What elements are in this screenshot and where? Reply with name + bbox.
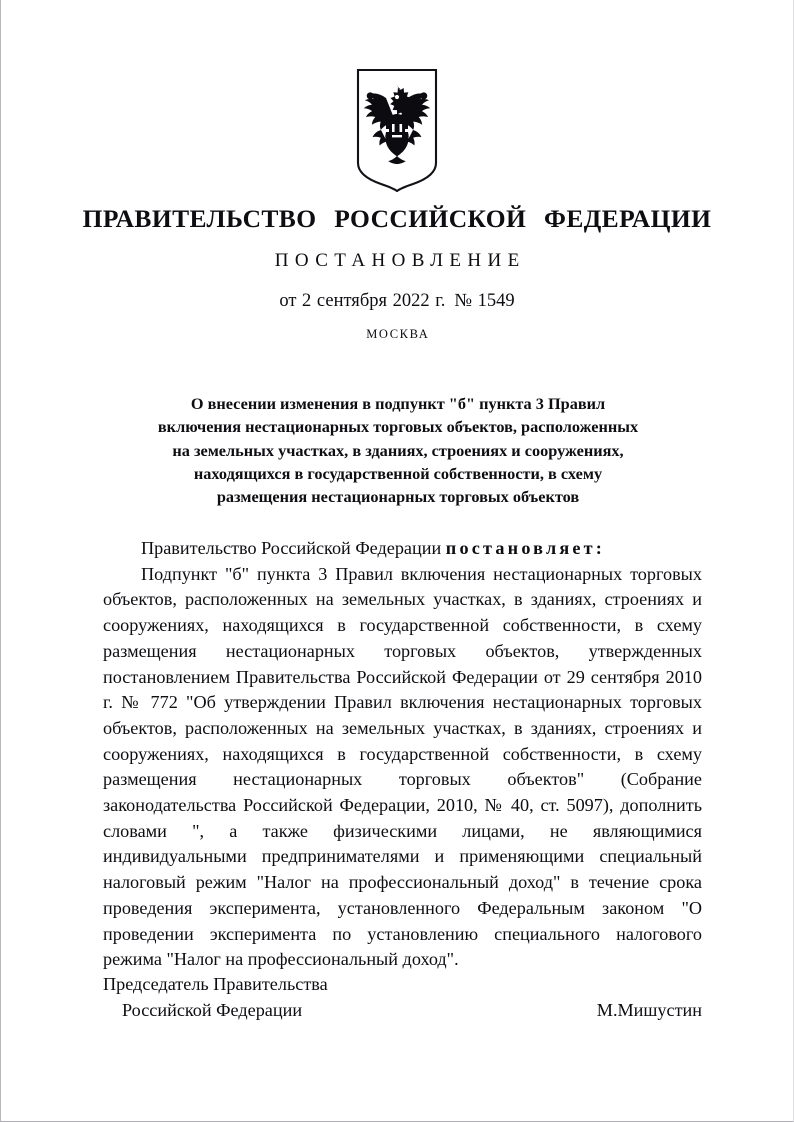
preamble-emphasis: постановляет: xyxy=(445,538,606,558)
signature-row xyxy=(103,998,702,1024)
subject-line: на земельных участках, в зданиях, строениях и сооружениях, xyxy=(172,440,624,460)
document-subject xyxy=(114,392,682,508)
subject-line: О внесении изменения в подпункт "б" пункта 3 Правил xyxy=(190,394,606,413)
page-title: ПРАВИТЕЛЬСТВО РОССИЙСКОЙ ФЕДЕРАЦИИ xyxy=(82,204,712,233)
preamble-text: Правительство Российской Федерации xyxy=(141,538,446,558)
signatory-name: М.Мишустин xyxy=(596,999,702,1020)
body-paragraph: Подпункт "б" пункта 3 Правил включения нестационарных торговых объектов, расположенных на земельных участках, в зданиях, строениях и сооружениях, находящихся в государственной собственности, в схему размещения нестационарных торговых объектов, утвержденных постановлением Правительства Российской Федерации от 29 сентября 2010 г. № 772 "Об утверждении Правил включения нестационарных торговых объектов, расположенных на земельных участках, в зданиях, строениях и сооружениях, находящихся в государственной собственности, в схему размещения нестационарных торговых объектов" (Собрание законодательства Российской Федерации, 2010, № 40, ст. 5097), дополнить словами ", а также физическими лицами, не являющимися индивидуальными предпринимателями и применяющими специальный налоговый режим "Налог на профессиональный доход" в течение срока проведения эксперимента, установленного Федеральным законом "О проведении эксперимента по установлению специального налогового режима "Налог на профессиональный доход". xyxy=(103,563,702,970)
document-date: от 2 сентября 2022 г. xyxy=(279,291,446,311)
signature-row xyxy=(103,972,702,998)
signatory-title-line-2: Российской Федерации xyxy=(122,999,303,1020)
document-body xyxy=(103,536,702,973)
russian-coat-of-arms-icon xyxy=(355,68,439,192)
preamble-paragraph xyxy=(103,536,702,562)
subject-line: включения нестационарных торговых объектов, расположенных xyxy=(157,417,639,437)
signature-block xyxy=(103,972,702,1023)
document-kind: ПОСТАНОВЛЕНИЕ xyxy=(274,250,526,271)
document-number: № 1549 xyxy=(454,291,515,311)
document-date-line xyxy=(1,291,793,312)
subject-line: размещения нестационарных торговых объектов xyxy=(216,487,580,507)
emblem-container xyxy=(1,68,793,192)
subject-line: находящихся в государственной собственности, в схему xyxy=(193,463,603,483)
signatory-title-line-1: Председатель Правительства xyxy=(103,974,328,994)
document-city: МОСКВА xyxy=(366,327,430,341)
